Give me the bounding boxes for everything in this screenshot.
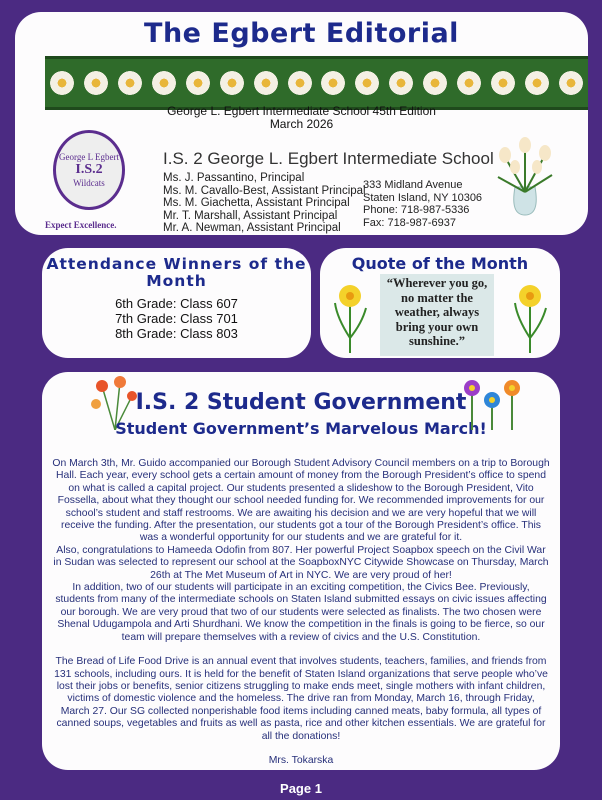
school-address [363, 179, 482, 229]
article-paragraph: The Bread of Life Food Drive is an annual event that involves students, teachers, families, and friends from 131 schools, including ours. It is held for the benefit of Staten Island organizations that serve people who’ve lost their jobs or benefits, senior citizens struggling to make ends meet, single mothers with infant children, victims of domestic violence and the homeless. The drive ran from Monday, March 16, through Friday, March 27. Our SG collected nonperishable food items including canned meats, baby formula, all types of canned soups, vegetables and fruits as well as pasta, rice and other kitchen essentials. We are grateful for all the donations! [54, 656, 548, 742]
sg-subtitle: Student Government’s Marvelous March! [115, 419, 487, 438]
header-card [15, 12, 588, 235]
lily-vase-image [490, 137, 560, 217]
daffodil-icon [332, 278, 368, 353]
newsletter-title: The Egbert Editorial [144, 18, 459, 49]
student-government-card [42, 372, 560, 770]
staff-item: Ms. M. Giachetta, Assistant Principal [163, 197, 350, 209]
staff-list [163, 172, 366, 235]
winner-item: 6th Grade: Class 607 [115, 296, 238, 311]
quote-title: Quote of the Month [351, 254, 529, 273]
daffodil-banner-image [45, 56, 588, 110]
winner-item: 8th Grade: Class 803 [115, 326, 238, 341]
attendance-winners [42, 296, 311, 341]
logo-text-top: George L Egbert [59, 152, 119, 162]
fax: Fax: 718-987-6937 [363, 216, 456, 229]
page-number: Page 1 [280, 781, 322, 796]
article-author: Mrs. Tokarska [268, 754, 334, 766]
attendance-card [42, 248, 311, 358]
sg-article [52, 458, 550, 767]
article-paragraph: In addition, two of our students will participate in an exciting competition, the Civics Bee. Previously, students from many of the intermediate schools on Staten Island submitted essays on civic issues affecting our borough. We are very proud that two of our students were selected as finalists. The two chosen were Shenal Udugampola and Arti Shurdhani. We know the competition in the finals is going to be fierce, so our team will prepare themselves with a review of civics and the U.S. Constitution. [55, 582, 547, 643]
article-paragraph: On March 3th, Mr. Guido accompanied our Borough Student Advisory Council members on a trip to Borough Hall. Each year, every school gets a certain amount of money from the Borough President’s office to spend on what is called a capital project. Our students presented a slideshow to the Borough President, Vito Fossella, about what they thought our school needed funding for. We recommended improvements for our school’s student and staff restrooms. We are awaiting his decision and we are very hopeful that we will receive the funding. After the presentation, our students got a tour of the Borough President’s office. This was a wonderful opportunity for our students and we are grateful for it. [52, 458, 550, 544]
quote-text: “Wherever you go, no matter the weather, always bring your own sunshine.” [380, 274, 494, 356]
quote-card [320, 248, 560, 358]
address-line: Staten Island, NY 10306 [363, 191, 483, 204]
daffodil-icon [512, 278, 548, 353]
school-motto: Expect Excellence. [45, 220, 117, 230]
staff-item: Mr. T. Marshall, Assistant Principal [163, 209, 338, 222]
phone: Phone: 718-987-5336 [363, 204, 470, 216]
staff-item: Mr. A. Newman, Assistant Principal [163, 222, 341, 234]
edition-info [15, 105, 588, 131]
address-line: 333 Midland Avenue [363, 179, 463, 191]
attendance-title: Attendance Winners of the Month [46, 255, 307, 290]
logo-text-bottom: Wildcats [73, 178, 105, 188]
sg-title: I.S. 2 Student Government [135, 390, 467, 415]
edition-line: George L. Egbert Intermediate School 45th Edition [167, 104, 436, 118]
staff-item: Ms. J. Passantino, Principal [163, 172, 305, 184]
staff-item: Ms. M. Cavallo-Best, Assistant Principal [163, 184, 366, 197]
article-paragraph: Also, congratulations to Hameeda Odofin from 807. Her powerful Project Soapbox speech on the Civil War in Sudan was selected to represent our school at the SoapboxNYC Citywide Showcase on Thursday, March 26th at The Met Museum of Art in NYC. We are very proud of her! [53, 544, 549, 581]
flowers-icon [460, 376, 522, 430]
logo-text-middle: I.S.2 [75, 162, 103, 177]
school-name: I.S. 2 George L. Egbert Intermediate School [163, 149, 494, 168]
edition-date: March 2026 [269, 117, 334, 131]
school-logo [53, 130, 125, 210]
winner-item: 7th Grade: Class 701 [115, 311, 238, 326]
